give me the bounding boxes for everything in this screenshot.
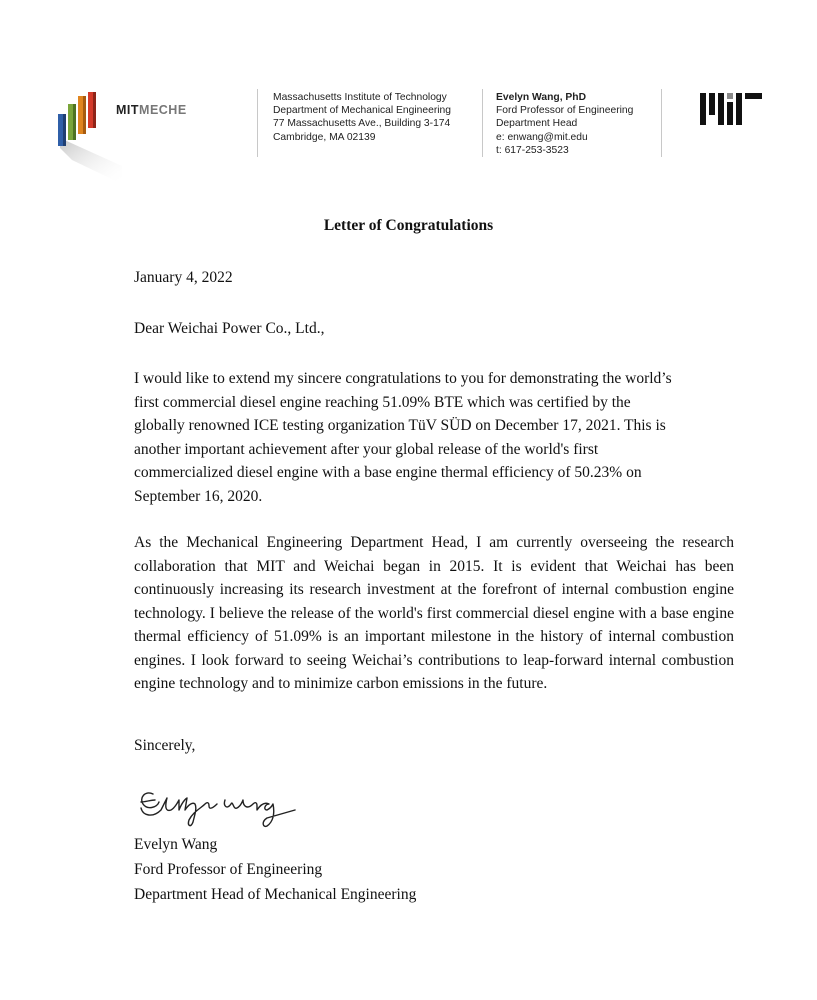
paragraph-1: I would like to extend my sincere congratulations to you for demonstrating the world’s first commercial diesel engine reaching 51.09% BTE which was certified by the globally renowned ICE testing organization TüV SÜD on December 17, 2021. This is another important achievement after your global release of the world's first commercialized diesel engine with a base engine thermal efficiency of 50.23% on September 16, 2020. — [134, 370, 672, 505]
divider — [257, 89, 258, 157]
sender-phone: t: 617-253-3523 — [496, 144, 569, 156]
letterhead — [0, 0, 817, 190]
signer-name: Evelyn Wang — [134, 836, 218, 853]
meche-logo-text: MITMECHE — [116, 103, 187, 117]
letter-date: January 4, 2022 — [134, 269, 233, 286]
signer-department: Department Head of Mechanical Engineering — [134, 886, 417, 903]
sender-email: e: enwang@mit.edu — [496, 131, 588, 143]
paragraph-2: As the Mechanical Engineering Department Head, I am currently overseeing the research collaboration that MIT and Weichai began in 2015. It is evident that Weichai has been continuously increasing its research investment at the forefront of internal combustion engine technology. I believe the release of the world's first commercial diesel engine with a base engine thermal efficiency of 51.09% is an important milestone in the history of internal combustion engines. I look forward to seeing Weichai’s contributions to leap-forward internal combustion engine technology and to minimize carbon emissions in the future. — [134, 534, 734, 692]
divider — [661, 89, 662, 157]
mit-logo-icon — [700, 93, 762, 125]
institution-address: Massachusetts Institute of Technology Department of Mechanical Engineering 77 Massachusetts Ave., Building 3-174 Cambridge, MA 02139 — [273, 92, 452, 143]
closing: Sincerely, — [134, 737, 196, 754]
letter-title: Letter of Congratulations — [323, 217, 494, 234]
signer-title: Ford Professor of Engineering — [134, 861, 323, 878]
salutation: Dear Weichai Power Co., Ltd., — [134, 320, 325, 337]
divider — [482, 89, 483, 157]
handwritten-signature — [135, 780, 305, 830]
sender-contact: Evelyn Wang, PhD Ford Professor of Engineering Department Head e: enwang@mit.edu t: 617-253-3523 — [496, 92, 634, 156]
sender-name: Evelyn Wang, PhD — [496, 92, 587, 103]
meche-logo-icon — [52, 88, 122, 188]
